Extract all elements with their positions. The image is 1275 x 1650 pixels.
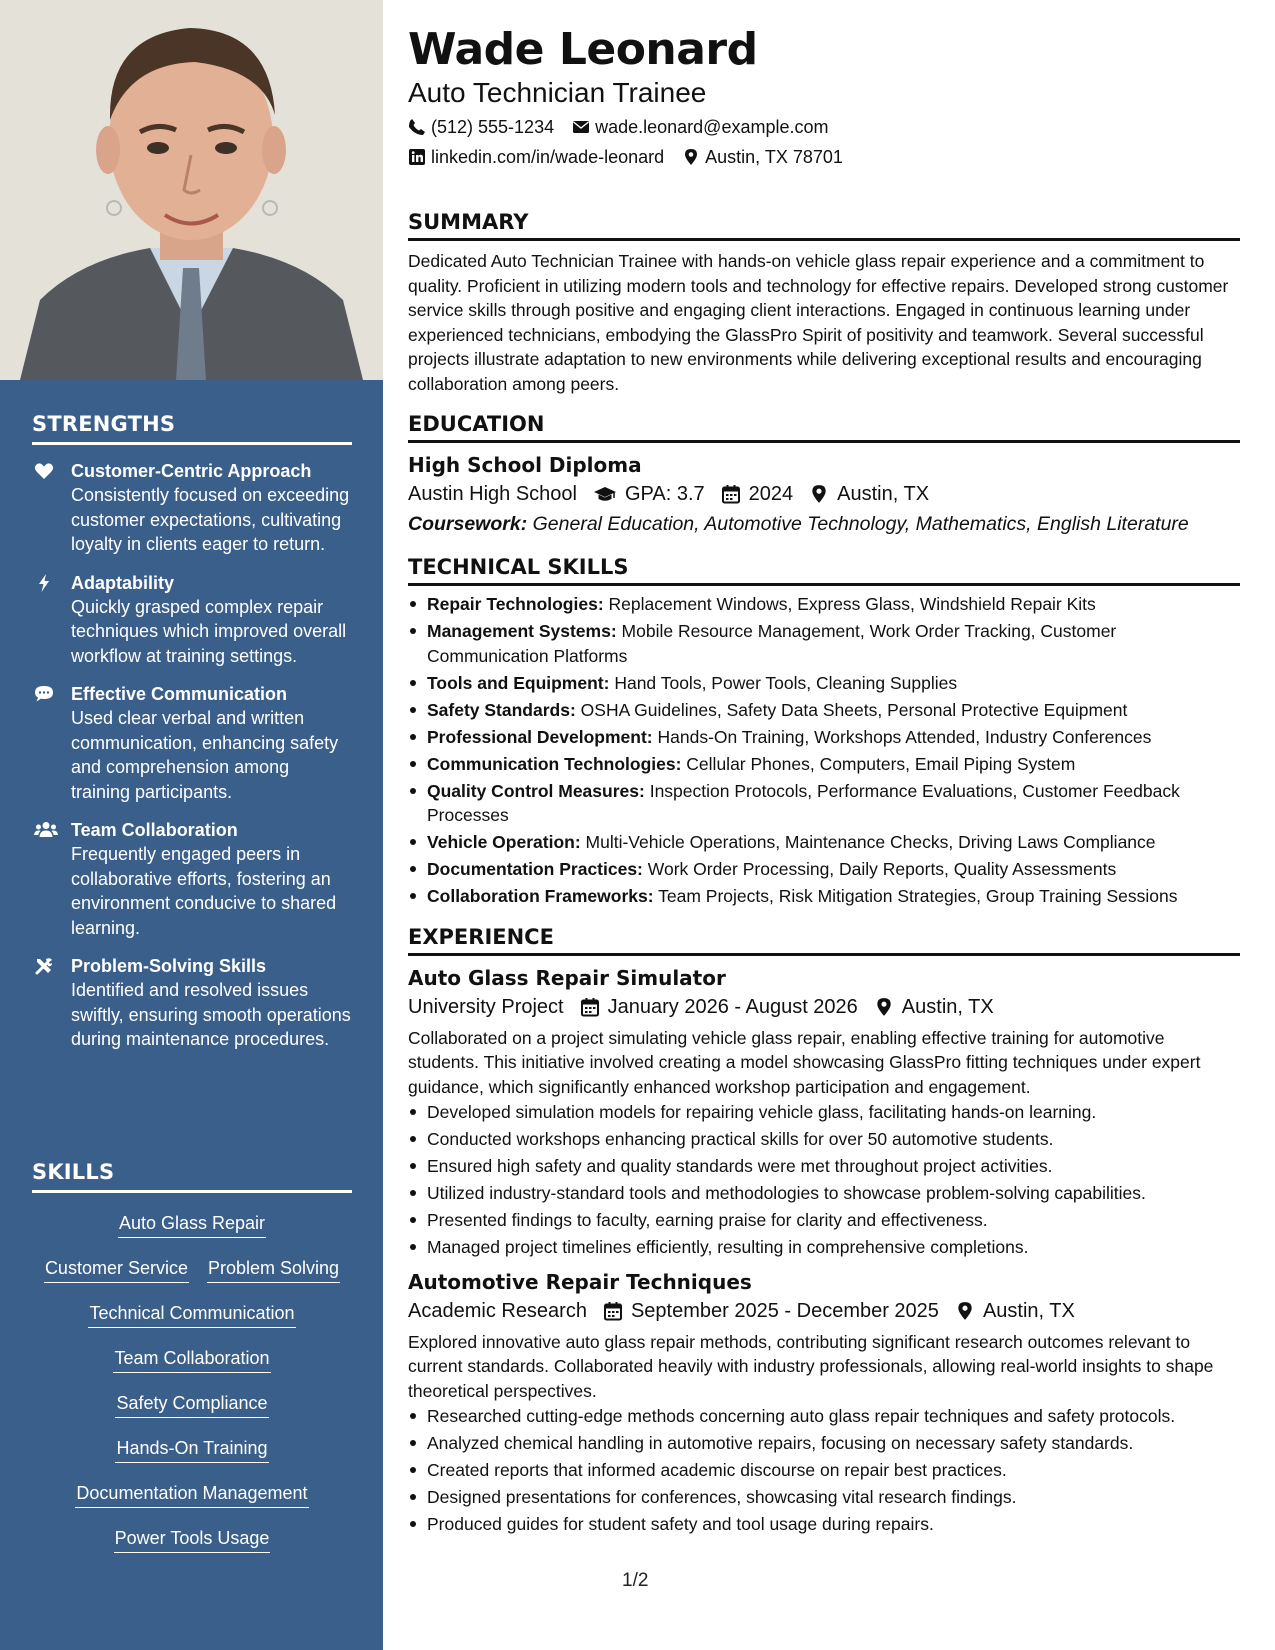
envelope-icon (572, 118, 590, 136)
entry-dates: January 2026 - August 2026 (607, 995, 858, 1018)
graduation-cap-icon (593, 484, 617, 504)
calendar-icon (721, 484, 741, 504)
strength-description: Consistently focused on exceeding customer expectations, cultivating loyalty in clients eager to return. (71, 485, 350, 554)
entry-meta (408, 992, 1240, 1022)
map-pin-icon (682, 148, 700, 166)
skills-section (32, 1160, 352, 1553)
strength-name: Adaptability (71, 572, 175, 593)
skill-tag: Documentation Management (75, 1479, 308, 1508)
skill-tag: Auto Glass Repair (118, 1209, 266, 1238)
list-item: Presented findings to faculty, earning praise for clarity and effectiveness. (408, 1208, 1240, 1233)
location-text: Austin, TX 78701 (705, 147, 843, 167)
experience-section (408, 923, 1240, 1537)
experience-entry (408, 964, 1240, 1260)
map-pin-icon (874, 997, 894, 1017)
education-meta (408, 479, 1240, 509)
skill-tag-row (32, 1209, 352, 1238)
list-item (408, 884, 1240, 909)
list-item: Conducted workshops enhancing practical skills for over 50 automotive students. (408, 1127, 1240, 1152)
strength-name: Team Collaboration (71, 820, 238, 840)
skill-value: Replacement Windows, Express Glass, Windshield Repair Kits (608, 594, 1096, 614)
skill-tag-row (32, 1434, 352, 1463)
list-item (408, 671, 1240, 696)
graduation-year: 2024 (748, 483, 794, 505)
entry-org: Academic Research (408, 1299, 587, 1322)
skill-value: Work Order Processing, Daily Reports, Quality Assessments (647, 859, 1117, 879)
strength-name: Problem-Solving Skills (71, 956, 267, 976)
bolt-icon (34, 573, 54, 593)
skill-label: Collaboration Frameworks: (427, 886, 654, 906)
phone-contact (408, 114, 554, 140)
list-item: Managed project timelines efficiently, resulting in comprehensive completions. (408, 1235, 1240, 1260)
skills-title: SKILLS (32, 1160, 352, 1193)
coursework-label: Coursework: (408, 513, 528, 535)
skill-label: Professional Development: (427, 726, 653, 747)
entry-dates: September 2025 - December 2025 (630, 1299, 939, 1322)
strength-item (32, 459, 352, 557)
list-item (408, 592, 1240, 617)
list-item: Analyzed chemical handling in automotive repairs, focusing on necessary safety standards. (408, 1431, 1240, 1456)
skill-tag: Customer Service (44, 1254, 189, 1283)
summary-text: Dedicated Auto Technician Trainee with hands-on vehicle glass repair experience and a commitment to quality. Proficient in utilizing modern tools and technology for effective repairs. Developed strong customer service skills through positive and engaging client interactions. Engaged in continuous learning under experienced technicians, embodying the GlassPro Spirit of positivity and teamwork. Several successful projects illustrate adaptation to new environments while delivering exceptional results and encouraging collaboration among peers. (408, 251, 1229, 394)
strength-description: Frequently engaged peers in collaborative efforts, fostering an environment conducive to shared learning. (71, 844, 337, 938)
strength-item (32, 682, 352, 804)
skill-value: Cellular Phones, Computers, Email Piping System (686, 753, 1076, 774)
entry-location: Austin, TX (901, 995, 994, 1018)
skill-value: Inspection Protocols, Performance Evaluations, Customer Feedback Processes (427, 780, 1180, 825)
entry-bullets (408, 1100, 1240, 1260)
entry-meta (408, 1296, 1240, 1326)
tools-icon (34, 956, 54, 976)
list-item (408, 779, 1240, 828)
skill-tag: Team Collaboration (113, 1344, 270, 1373)
contact-row-2 (408, 144, 1240, 170)
list-item: Designed presentations for conferences, showcasing vital research findings. (408, 1485, 1240, 1510)
portrait-image (0, 0, 383, 380)
calendar-icon (580, 997, 600, 1017)
list-item (408, 619, 1240, 668)
skill-value: Multi-Vehicle Operations, Maintenance Checks, Driving Laws Compliance (585, 832, 1156, 852)
skill-label: Vehicle Operation: (427, 832, 581, 852)
chat-icon (34, 684, 54, 704)
calendar-icon (603, 1301, 623, 1321)
skill-tag-row (32, 1479, 352, 1508)
linkedin-contact (408, 144, 664, 170)
email-address: wade.leonard@example.com (595, 117, 829, 137)
technical-skills-title: TECHNICAL SKILLS (408, 553, 1240, 586)
strength-name: Customer-Centric Approach (71, 461, 312, 481)
job-title: Auto Technician Trainee (408, 77, 707, 108)
experience-entry (408, 1268, 1240, 1537)
sidebar (0, 0, 383, 1650)
entry-description: Collaborated on a project simulating vehicle glass repair, enabling effective training for automotive students. This initiative involved creating a model showcasing GlassPro fitting techniques under expert guidance, which significantly enhanced workshop participation and engagement. (408, 1027, 1201, 1097)
skill-label: Tools and Equipment: (427, 672, 610, 693)
skill-label: Quality Control Measures: (427, 780, 645, 801)
school-location: Austin, TX (837, 483, 930, 505)
email-contact (572, 114, 828, 140)
skill-tag: Problem Solving (207, 1254, 340, 1283)
strength-item (32, 818, 352, 940)
strength-item (32, 571, 352, 669)
education-title: EDUCATION (408, 410, 1240, 443)
skill-tag-row (32, 1299, 352, 1328)
skill-label: Documentation Practices: (427, 859, 643, 879)
strength-description: Used clear verbal and written communication, enhancing safety and comprehension among training participants. (71, 708, 339, 802)
summary-title: SUMMARY (408, 208, 1240, 241)
main-content (408, 24, 1240, 1539)
coursework-list: General Education, Automotive Technology, Mathematics, English Literature (532, 513, 1189, 535)
list-item (408, 857, 1240, 882)
list-item (408, 698, 1240, 723)
list-item (408, 830, 1240, 855)
skill-value: OSHA Guidelines, Safety Data Sheets, Personal Protective Equipment (580, 699, 1128, 720)
education-section (408, 410, 1240, 539)
skill-tag: Safety Compliance (115, 1389, 268, 1418)
skill-value: Hand Tools, Power Tools, Cleaning Supplies (614, 672, 958, 693)
strength-item (32, 954, 352, 1052)
skill-tag: Power Tools Usage (114, 1524, 271, 1553)
list-item: Ensured high safety and quality standards were met throughout project activities. (408, 1154, 1240, 1179)
contact-row (408, 114, 1240, 140)
list-item (408, 752, 1240, 777)
coursework (408, 509, 1240, 539)
page-number: 1/2 (622, 1570, 649, 1591)
skill-label: Management Systems: (427, 621, 617, 641)
strength-description: Identified and resolved issues swiftly, ensuring smooth operations during maintenance procedures. (71, 980, 351, 1049)
skill-tag: Hands-On Training (115, 1434, 268, 1463)
list-item: Developed simulation models for repairing vehicle glass, facilitating hands-on learning. (408, 1100, 1240, 1125)
users-icon (34, 820, 58, 840)
map-pin-icon (809, 484, 829, 504)
skill-tag: Technical Communication (88, 1299, 295, 1328)
map-pin-icon (955, 1301, 975, 1321)
skill-tag-row (32, 1524, 352, 1553)
list-item: Created reports that informed academic discourse on repair best practices. (408, 1458, 1240, 1483)
skill-label: Repair Technologies: (427, 594, 604, 614)
entry-bullets (408, 1404, 1240, 1537)
list-item (408, 725, 1240, 750)
skill-tag-row (32, 1254, 352, 1283)
experience-title: EXPERIENCE (408, 923, 1240, 956)
degree-title: High School Diploma (408, 453, 642, 477)
skill-tag-row (32, 1344, 352, 1373)
skills-tags (32, 1209, 352, 1553)
skill-value: Hands-On Training, Workshops Attended, Industry Conferences (657, 726, 1152, 747)
skill-label: Communication Technologies: (427, 753, 682, 774)
phone-icon (408, 118, 426, 136)
skill-value: Team Projects, Risk Mitigation Strategies, Group Training Sessions (658, 886, 1178, 906)
skill-label: Safety Standards: (427, 699, 576, 720)
strength-description: Quickly grasped complex repair techniques which improved overall workflow at training settings. (71, 596, 347, 666)
technical-skills-section (408, 553, 1240, 909)
location-contact (682, 144, 843, 170)
list-item: Researched cutting-edge methods concerning auto glass repair techniques and safety protocols. (408, 1404, 1240, 1429)
heart-icon (34, 461, 54, 481)
school-name: Austin High School (408, 483, 577, 505)
linkedin-icon (408, 148, 426, 166)
skill-value: Mobile Resource Management, Work Order Tracking, Customer Communication Platforms (427, 621, 1117, 666)
entry-title: Auto Glass Repair Simulator (408, 965, 726, 990)
list-item: Utilized industry-standard tools and methodologies to showcase problem-solving capabilities. (408, 1181, 1240, 1206)
strengths-title: STRENGTHS (32, 412, 352, 445)
entry-description: Explored innovative auto glass repair methods, contributing significant research outcomes relevant to current standards. Collaborated heavily with industry professionals, allowing real-world insights to shape theoretical perspectives. (408, 1331, 1214, 1401)
skill-tag-row (32, 1389, 352, 1418)
list-item: Produced guides for student safety and tool usage during repairs. (408, 1512, 1240, 1537)
entry-org: University Project (408, 995, 564, 1018)
profile-photo (0, 0, 383, 380)
strength-name: Effective Communication (71, 684, 288, 704)
entry-title: Automotive Repair Techniques (408, 1269, 752, 1294)
technical-skills-list (408, 592, 1240, 909)
strengths-section (32, 412, 352, 1052)
gpa: GPA: 3.7 (624, 483, 705, 505)
linkedin-url: linkedin.com/in/wade-leonard (431, 147, 665, 167)
entry-location: Austin, TX (982, 1299, 1075, 1322)
summary-section (408, 208, 1240, 396)
candidate-name: Wade Leonard (408, 24, 758, 75)
phone-number: (512) 555-1234 (431, 117, 555, 137)
